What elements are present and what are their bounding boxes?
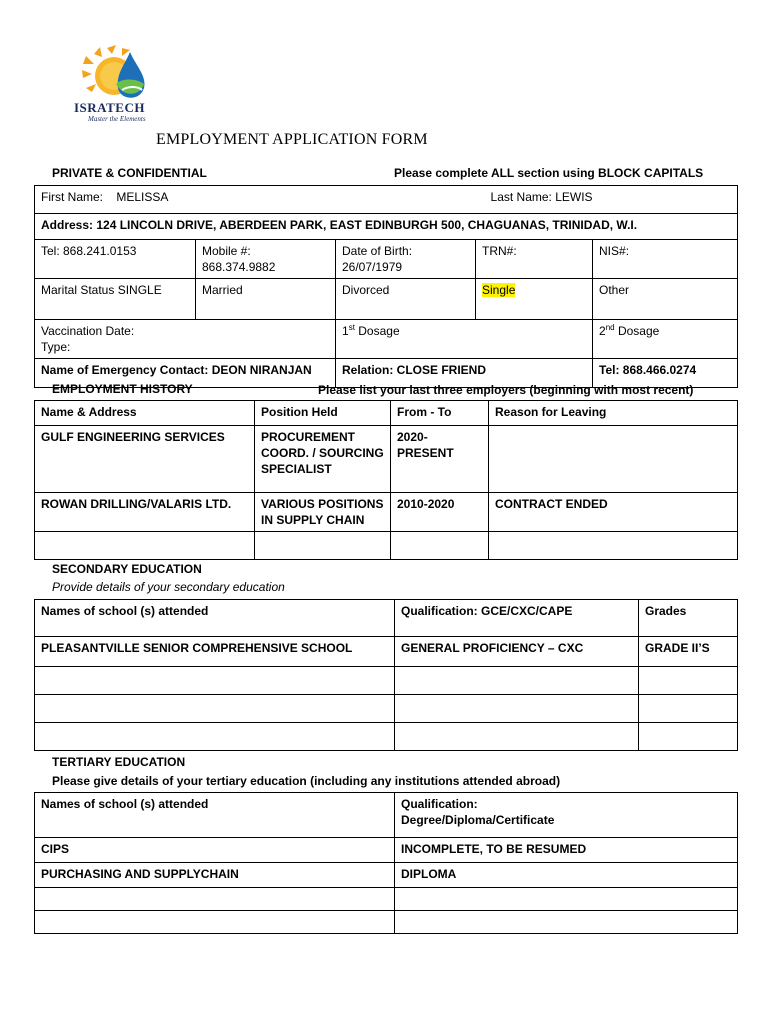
table-row (35, 426, 738, 493)
school-cell[interactable] (35, 911, 395, 934)
mobile-value: 868.374.9882 (202, 260, 276, 274)
table-row (35, 667, 738, 695)
secondary-education-note: Provide details of your secondary education (52, 580, 285, 594)
qualification-cell[interactable]: GENERAL PROFICIENCY – CXC (395, 637, 639, 667)
nis-label: NIS#: (599, 244, 630, 258)
page-title: EMPLOYMENT APPLICATION FORM (156, 131, 428, 148)
table-row (35, 888, 738, 911)
column-header: Name & Address (35, 401, 255, 426)
tertiary-education-title: TERTIARY EDUCATION (52, 755, 186, 769)
divorced-label: Divorced (342, 283, 390, 297)
mobile-label: Mobile #: (202, 244, 251, 258)
reason-cell[interactable]: CONTRACT ENDED (489, 493, 738, 532)
emergency-tel-value: Tel: 868.466.0274 (599, 363, 697, 377)
last-name-value: Last Name: LEWIS (490, 190, 593, 204)
position-cell[interactable] (255, 532, 391, 560)
table-row (35, 911, 738, 934)
second-dosage-label: Dosage (614, 324, 660, 338)
logo-emblem-icon (52, 44, 194, 104)
school-cell[interactable] (35, 723, 395, 751)
vaccination-date-label: Vaccination Date: (41, 324, 135, 338)
column-header: Names of school (s) attended (35, 600, 395, 637)
first-dosage-number: 1 (342, 324, 349, 338)
qualification-header (395, 793, 738, 838)
period-cell[interactable]: 2020-PRESENT (391, 426, 489, 493)
tel-value: Tel: 868.241.0153 (41, 244, 137, 258)
table-row (35, 493, 738, 532)
dob-label: Date of Birth: (342, 244, 413, 258)
qualification-cell[interactable] (395, 723, 639, 751)
qualification-cell[interactable] (395, 695, 639, 723)
school-cell[interactable]: CIPS (35, 838, 395, 863)
column-header: Qualification: (401, 797, 478, 811)
personal-details-table (34, 185, 738, 388)
relation-value: Relation: CLOSE FRIEND (342, 363, 487, 377)
school-cell[interactable] (35, 695, 395, 723)
vaccination-type-label: Type: (41, 340, 71, 354)
tertiary-education-table (34, 792, 738, 934)
address-value: Address: 124 LINCOLN DRIVE, ABERDEEN PARK, EAST EDINBURGH 500, CHAGUANAS, TRINIDAD, W.I. (41, 218, 638, 232)
logo-brand-text: ISRATECH (74, 100, 145, 115)
first-dosage-cell[interactable] (336, 320, 593, 359)
column-header: Grades (639, 600, 738, 637)
reason-cell[interactable] (489, 426, 738, 493)
grades-cell[interactable] (639, 723, 738, 751)
company-logo (52, 44, 194, 128)
school-cell[interactable]: PURCHASING AND SUPPLYCHAIN (35, 863, 395, 888)
school-cell[interactable] (35, 888, 395, 911)
school-cell[interactable]: PLEASANTVILLE SENIOR COMPREHENSIVE SCHOOL (35, 637, 395, 667)
secondary-education-table (34, 599, 738, 751)
single-label: Single (482, 283, 516, 297)
position-cell[interactable]: VARIOUS POSITIONS IN SUPPLY CHAIN (255, 493, 391, 532)
address-cell[interactable] (35, 214, 738, 240)
period-cell[interactable]: 2010-2020 (391, 493, 489, 532)
first-name-label: First Name: (41, 190, 104, 204)
divorced-option[interactable] (336, 279, 476, 320)
second-dosage-number: 2 (599, 324, 606, 338)
grades-cell[interactable] (639, 695, 738, 723)
position-cell[interactable]: PROCUREMENT COORD. / SOURCING SPECIALIST (255, 426, 391, 493)
secondary-education-title: SECONDARY EDUCATION (52, 562, 202, 576)
marital-status-value: Marital Status SINGLE (41, 283, 162, 297)
column-header-sub: Degree/Diploma/Certificate (401, 813, 555, 827)
school-cell[interactable] (35, 667, 395, 695)
grades-cell[interactable]: GRADE II’S (639, 637, 738, 667)
column-header: Reason for Leaving (489, 401, 738, 426)
first-name-cell[interactable] (35, 186, 476, 214)
table-row (35, 637, 738, 667)
grades-cell[interactable] (639, 667, 738, 695)
employer-cell[interactable] (35, 532, 255, 560)
period-cell[interactable] (391, 532, 489, 560)
trn-cell[interactable] (476, 240, 593, 279)
table-row (35, 695, 738, 723)
qualification-cell[interactable]: INCOMPLETE, TO BE RESUMED (395, 838, 738, 863)
reason-cell[interactable] (489, 532, 738, 560)
qualification-cell[interactable] (395, 667, 639, 695)
column-header: Position Held (255, 401, 391, 426)
qualification-cell[interactable] (395, 888, 738, 911)
logo-tagline: Master the Elements (88, 115, 146, 123)
married-option[interactable] (196, 279, 336, 320)
block-capitals-note: Please complete ALL section using BLOCK CAPITALS (394, 166, 704, 180)
marital-status-cell[interactable] (35, 279, 196, 320)
table-row (35, 532, 738, 560)
second-dosage-cell[interactable] (593, 320, 738, 359)
first-dosage-suffix: st (348, 323, 355, 332)
employment-header-row (35, 401, 738, 426)
confidential-label: PRIVATE & CONFIDENTIAL (52, 166, 207, 180)
employment-history-note: Please list your last three employers (beginning with most recent) (318, 383, 694, 397)
trn-label: TRN#: (482, 244, 517, 258)
qualification-cell[interactable]: DIPLOMA (395, 863, 738, 888)
dob-value: 26/07/1979 (342, 260, 403, 274)
first-dosage-label: Dosage (354, 324, 400, 338)
employer-cell[interactable]: GULF ENGINEERING SERVICES (35, 426, 255, 493)
mobile-cell[interactable] (196, 240, 336, 279)
dob-cell[interactable] (336, 240, 476, 279)
table-row (35, 723, 738, 751)
vaccination-cell[interactable] (35, 320, 336, 359)
table-row (35, 863, 738, 888)
table-row (35, 838, 738, 863)
employer-cell[interactable]: ROWAN DRILLING/VALARIS LTD. (35, 493, 255, 532)
tel-cell[interactable] (35, 240, 196, 279)
first-name-value: MELISSA (116, 190, 169, 204)
secondary-header-row (35, 600, 738, 637)
married-label: Married (202, 283, 243, 297)
other-option[interactable] (593, 279, 738, 320)
nis-cell[interactable] (593, 240, 738, 279)
qualification-cell[interactable] (395, 911, 738, 934)
employment-history-title: EMPLOYMENT HISTORY (52, 382, 193, 396)
single-option[interactable] (476, 279, 593, 320)
other-label: Other (599, 283, 630, 297)
tertiary-header-row (35, 793, 738, 838)
tertiary-education-note: Please give details of your tertiary education (including any institutions attended abroad) (52, 774, 561, 788)
last-name-cell[interactable] (476, 186, 738, 214)
emergency-contact-value: Name of Emergency Contact: DEON NIRANJAN (41, 363, 312, 377)
column-header: From - To (391, 401, 489, 426)
employment-table (34, 400, 738, 560)
column-header: Qualification: GCE/CXC/CAPE (395, 600, 639, 637)
column-header: Names of school (s) attended (35, 793, 395, 838)
second-dosage-suffix: nd (605, 323, 615, 332)
